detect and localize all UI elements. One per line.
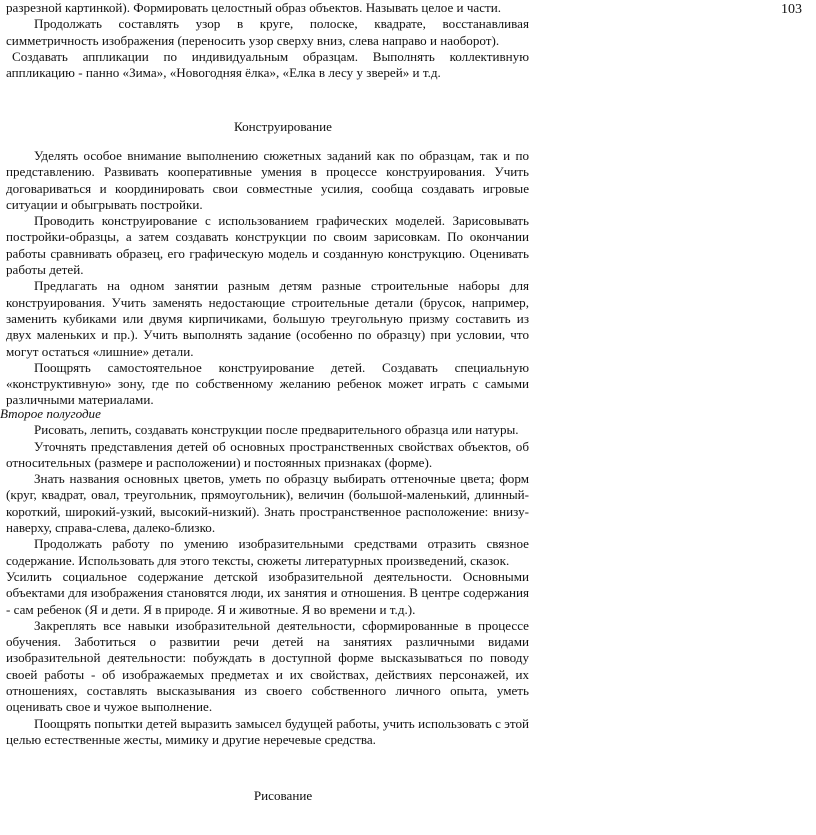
page-number: 103	[781, 2, 802, 17]
paragraph: Поощрять попытки детей выразить замысел будущей работы, учить использовать с этой целью естественные жесты, мимику и другие неречевые средства.	[6, 715, 529, 747]
text-block-top	[6, 0, 529, 81]
text-block-second-half	[0, 406, 529, 748]
paragraph: Усилить социальное содержание детской изобразительной деятельности. Основными объектами для изображения становятся люди, их занятия и отношения. В центре содержания - сам ребенок (Я и дети. Я в природе. Я и животные. Я во времени и т.д.).	[6, 568, 529, 617]
paragraph: Поощрять самостоятельное конструирование детей. Создавать специальную «конструктивную» зону, где по собственному желанию ребенок может играть с самыми различными материалами.	[6, 359, 529, 408]
paragraph: Знать названия основных цветов, уметь по образцу выбирать оттеночные цвета; форм (круг, квадрат, овал, треугольник, прямоугольник), величин (большой-маленький, длинный-короткий, широкий-узкий, высокий-низкий). Знать пространственное расположение: внизу-наверху, справа-слева, далеко-близко.	[6, 471, 529, 536]
paragraph: Закреплять все навыки изобразительной деятельности, сформированные в процессе обучения. Заботиться о развитии речи детей на занятиях различными видами изобразительной деятельности: побуждать в доступной форме высказываться по поводу своей работы - об изображаемых предметах и их свойствах, действиях персонажей, их отношениях, составлять высказывания из своего собственного личного опыта, уметь оценивать свое и чужое выполнение.	[6, 617, 529, 715]
paragraph: Уточнять представления детей об основных пространственных свойствах объектов, об относительных (размере и расположении) и постоянных признаках (форме).	[6, 438, 529, 470]
text-block-construction	[6, 148, 529, 409]
paragraph: Продолжать работу по умению изобразительными средствами отразить связное содержание. Использовать для этого тексты, сюжеты литературных произведений, сказок.	[6, 536, 529, 568]
paragraph: Продолжать составлять узор в круге, полоске, квадрате, восстанавливая симметричность изображения (переносить узор сверху вниз, слева направо и наоборот).	[6, 16, 529, 48]
paragraph: Рисовать, лепить, создавать конструкции после предварительного образца или натуры.	[34, 422, 519, 438]
subheading-second-half: Второе полугодие	[0, 406, 101, 421]
paragraph: Проводить конструирование с использованием графических моделей. Зарисовывать постройки-образцы, а затем создавать конструкции по своим зарисовкам. По окончании работы сравнивать образец, его графическую модель и созданную конструкцию. Оценивать работы детей.	[6, 213, 529, 278]
section-heading-drawing: Рисование	[253, 788, 313, 803]
paragraph: Создавать аппликации по индивидуальным образцам. Выполнять коллективную аппликацию - панно «Зима», «Новогодняя ёлка», «Елка в лесу у зверей» и т.д.	[6, 48, 529, 81]
section-heading-construction: Конструирование	[234, 119, 332, 134]
paragraph: Предлагать на одном занятии разным детям разные строительные наборы для конструирования. Учить заменять недостающие строительные детали (брусок, например, заменить кубиками или двумя кирпичиками, большую треугольную призму составить из двух маленьких и пр.). Учить выполнять задание (особенно по образцу) при условии, что могут остаться «лишние» детали.	[6, 278, 529, 359]
paragraph: Уделять особое внимание выполнению сюжетных заданий как по образцам, так и по представлению. Развивать кооперативные умения в процессе конструирования. Учить договариваться и координировать свои совместные усилия, сообща создавать игровые ситуации и обыгрывать постройки.	[6, 148, 529, 212]
paragraph: разрезной картинкой). Формировать целостный образ объектов. Называть целое и части.	[6, 0, 502, 15]
